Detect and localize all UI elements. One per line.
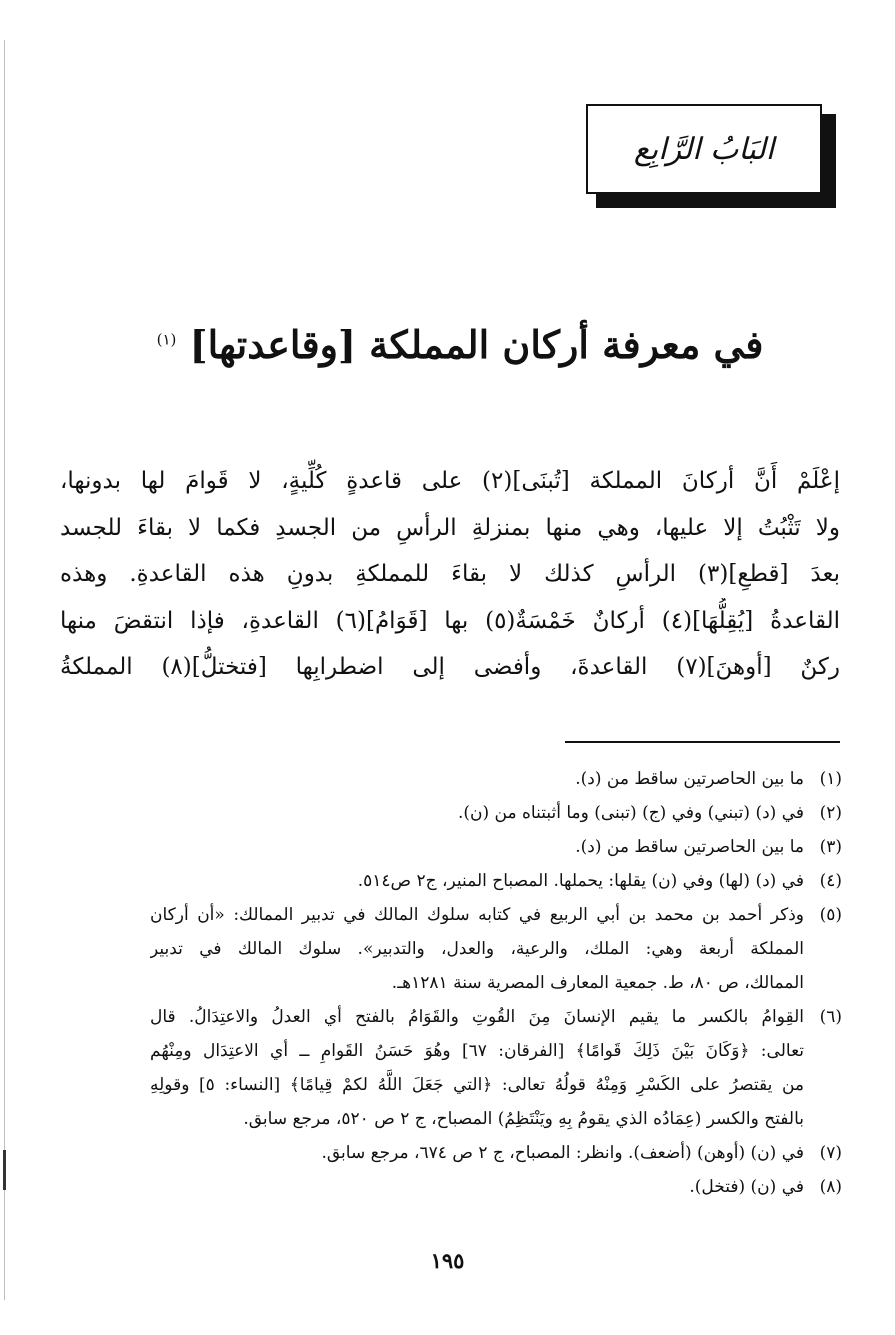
chapter-heading: البَابُ الرَّابِع [633,131,775,167]
footnote [150,1170,842,1204]
body-line: إعْلَمْ أَنَّ أركانَ المملكة [تُبنَى](٢) على قاعدةٍ كُلِّيةٍ، لا قَوامَ لها بدونها، [60,468,840,494]
footnote [150,864,842,898]
footnote-line: من يقتصرُ على الكَسْرِ وَمِنْهُ قولُهُ تعالى: ﴿التي جَعَلَ اللَّهُ لكمْ قِيامًا﴾ [النساء: ٥] وقولِهِ [150,1075,804,1095]
body-line: بعدَ [قطعِ](٣) الرأسِ كذلك لا بقاءَ للمملكةِ بدونِ هذه القاعدةِ. وهذه [60,561,840,587]
footnote-line: وذكر أحمد بن محمد بن أبي الربيع في كتابه سلوك المالك في تدبير الممالك: «أن أركان [150,905,804,925]
footnote-line: في (ن) (أوهن) (أضعف). وانظر: المصباح، ج ٢ ص ٦٧٤، مرجع سابق. [321,1143,804,1163]
footnote-text [150,864,804,898]
page-number: ١٩٥ [430,1248,465,1273]
footnote [150,1136,842,1170]
footnote-number: (٧) [819,1143,842,1163]
footnote-number: (٥) [819,905,842,925]
footnote-line: في (ن) (فتخل). [689,1177,804,1197]
footnote-line: في (د) (لها) وفي (ن) يقلها: يحملها. المصباح المنير، ج٢ ص٥١٤. [357,871,804,891]
body-line: ولا تَثْبُتُ إلا عليها، وهي منها بمنزلةِ الرأسِ من الجسدِ فكما لا بقاءَ للجسد [60,514,840,541]
footnote-text [150,1136,804,1170]
footnote-number: (٦) [819,1007,842,1027]
footnotes [150,762,842,1204]
footnote-line: ما بين الحاصرتين ساقط من (د). [575,769,804,789]
scan-edge-line [4,40,5,1300]
body-line: القاعدةُ [يُقِلُّهَا](٤) أركانٌ خَمْسَةٌ(٥) بها [قَوَامُ](٦) القاعدةِ، فإذا انتقضَ منها [60,607,840,634]
chapter-box [586,104,822,194]
section-title-text: في معرفة أركان المملكة [وقاعدتها] [189,322,764,367]
footnote-line: تعالى: ﴿وَكَانَ بَيْنَ ذَلِكَ قَوامًا﴾ [الفرقان: ٦٧] وهُوَ حَسَنُ القَوامِ ــ أي الاعتِدَال ومِنْهُم [150,1041,804,1061]
footnote-text [150,830,804,864]
section-title [120,322,800,367]
footnote-separator [565,741,840,743]
footnote-line: ما بين الحاصرتين ساقط من (د). [575,837,804,857]
footnote [150,898,842,1000]
footnote-line: بالفتح والكسر (عِمَادُه الذي يقومُ بِهِ ويَنْتَظِمُ) المصباح، ج ٢ ص ٥٢٠، مرجع سابق. [243,1109,804,1129]
footnote-number: (٣) [819,837,842,857]
footnote-text [150,898,804,1000]
footnote-text [150,1000,804,1136]
footnote-line: القِوامُ بالكسر ما يقيم الإنسانَ مِنَ القُوتِ والقَوَامُ بالفتح أي العدلُ والاعتِدَالُ. قال [150,1007,804,1027]
footnote-text [150,1170,804,1204]
body-paragraph [60,458,840,691]
footnote-line: الممالك، ص ٨٠، ط. جمعية المعارف المصرية سنة ١٢٨١هـ. [391,973,804,993]
footnote [150,762,842,796]
footnote [150,796,842,830]
footnote-text [150,762,804,796]
footnote-number: (٢) [819,803,842,823]
footnote-number: (١) [819,769,842,789]
scan-edge-mark [3,1150,6,1190]
footnote [150,830,842,864]
footnote [150,1000,842,1136]
footnote-line: في (د) (تبني) وفي (ج) (تبنى) وما أثبتناه من (ن). [458,803,804,823]
body-line: ركنٌ [أوهنَ](٧) القاعدةَ، وأفضى إلى اضطرابِها [فتختلُّ](٨) المملكةُ [60,654,840,680]
footnote-line: المملكة أربعة وهي: الملك، والرعية، والعدل، والتدبير». سلوك المالك في تدبير [150,939,804,959]
footnote-text [150,796,804,830]
footnote-number: (٨) [819,1177,842,1197]
section-title-note-ref: (١) [156,330,177,349]
footnote-number: (٤) [819,871,842,891]
